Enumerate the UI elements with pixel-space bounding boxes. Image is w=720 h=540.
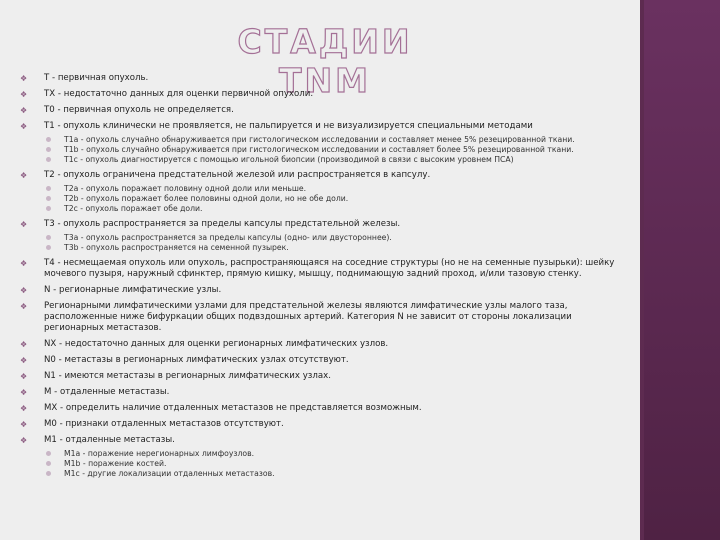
list-item: ❖ T4 - несмещаемая опухоль или опухоль, распространяющаяся на соседние структуры (но не на семенные пузырьки): шейку мочевого пузыря, наружный сфинктер, прямую кишку, мышцу, поднимающую задний проход, и/или тазовую стенку. (20, 258, 615, 279)
list-item: ❖ N - регионарные лимфатические узлы. (20, 285, 222, 295)
book-bullet-icon: ❖ (20, 286, 28, 295)
dot-bullet-icon (46, 157, 51, 162)
list-item: ❖ Регионарными лимфатическими узлами для предстательной железы являются лимфатические узлы малого таза, расположенные ниже бифуркации общих подвздошных артерий. Категория N не зависит от стороны локализации регионарных метастазов. (20, 301, 572, 333)
list-item: ❖ T - первичная опухоль. (20, 73, 149, 83)
sub-list-item: T3a - опухоль распространяется за пределы капсулы (одно- или двустороннее). (16, 233, 616, 243)
sub-list-item: T1c - опухоль диагностируется с помощью игольной биопсии (производимой в связи с высоким уровнем ПСА) (16, 155, 616, 165)
list-item: ❖ MX - определить наличие отдаленных метастазов не представляется возможным. (20, 403, 422, 413)
book-bullet-icon: ❖ (20, 420, 28, 429)
book-bullet-icon: ❖ (20, 90, 28, 99)
book-bullet-icon: ❖ (20, 388, 28, 397)
book-bullet-icon: ❖ (20, 340, 28, 349)
list-item: ❖ TX - недостаточно данных для оценки первичной опухоли. (20, 89, 314, 99)
book-bullet-icon: ❖ (20, 302, 28, 311)
list-item: ❖ NX - недостаточно данных для оценки регионарных лимфатических узлов. (20, 339, 389, 349)
book-bullet-icon: ❖ (20, 372, 28, 381)
dot-bullet-icon (46, 245, 51, 250)
sub-list-item: T2c - опухоль поражает обе доли. (16, 204, 616, 214)
dot-bullet-icon (46, 186, 51, 191)
list-item: ❖ M0 - признаки отдаленных метастазов отсутствуют. (20, 419, 284, 429)
book-bullet-icon: ❖ (20, 404, 28, 413)
sub-list-item: M1c - другие локализации отдаленных метастазов. (16, 469, 616, 479)
book-bullet-icon: ❖ (20, 436, 28, 445)
book-bullet-icon: ❖ (20, 171, 28, 180)
list-item: ❖ M1 - отдаленные метастазы. (20, 435, 175, 445)
book-bullet-icon: ❖ (20, 74, 28, 83)
sub-list-item: M1a - поражение нерегионарных лимфоузлов. (16, 449, 616, 459)
book-bullet-icon: ❖ (20, 356, 28, 365)
book-bullet-icon: ❖ (20, 122, 28, 131)
sub-list-item: T3b - опухоль распространяется на семенной пузырек. (16, 243, 616, 253)
dot-bullet-icon (46, 451, 51, 456)
dot-bullet-icon (46, 471, 51, 476)
dot-bullet-icon (46, 206, 51, 211)
list-item: ❖ T2 - опухоль ограничена предстательной железой или распространяется в капсулу. (20, 170, 431, 180)
sub-list-item: T2a - опухоль поражает половину одной доли или меньше. (16, 184, 616, 194)
sidebar-decoration-inner (644, 0, 720, 540)
book-bullet-icon: ❖ (20, 106, 28, 115)
list-item: ❖ M - отдаленные метастазы. (20, 387, 170, 397)
book-bullet-icon: ❖ (20, 220, 28, 229)
list-item: ❖ N0 - метастазы в регионарных лимфатических узлах отсутствуют. (20, 355, 349, 365)
dot-bullet-icon (46, 147, 51, 152)
slide-title: СТАДИИ TNM (237, 22, 413, 100)
dot-bullet-icon (46, 235, 51, 240)
sub-list-item: T1b - опухоль случайно обнаруживается при гистологическом исследовании и составляет более 5% резецированной ткани. (16, 145, 616, 155)
sub-list-item: M1b - поражение костей. (16, 459, 616, 469)
list-item: ❖ T3 - опухоль распространяется за пределы капсулы предстательной железы. (20, 219, 401, 229)
list-item: ❖ T1 - опухоль клинически не проявляется, не пальпируется и не визуализируется специальными методами (20, 121, 533, 131)
sub-list-item: T2b - опухоль поражает более половины одной доли, но не обе доли. (16, 194, 616, 204)
dot-bullet-icon (46, 137, 51, 142)
list-item: ❖ T0 - первичная опухоль не определяется. (20, 105, 234, 115)
list-item: ❖ N1 - имеются метастазы в регионарных лимфатических узлах. (20, 371, 331, 381)
slide-content (16, 73, 616, 479)
dot-bullet-icon (46, 461, 51, 466)
sub-list-item: T1a - опухоль случайно обнаруживается при гистологическом исследовании и составляет менее 5% резецированной ткани. (16, 135, 616, 145)
book-bullet-icon: ❖ (20, 259, 28, 268)
dot-bullet-icon (46, 196, 51, 201)
